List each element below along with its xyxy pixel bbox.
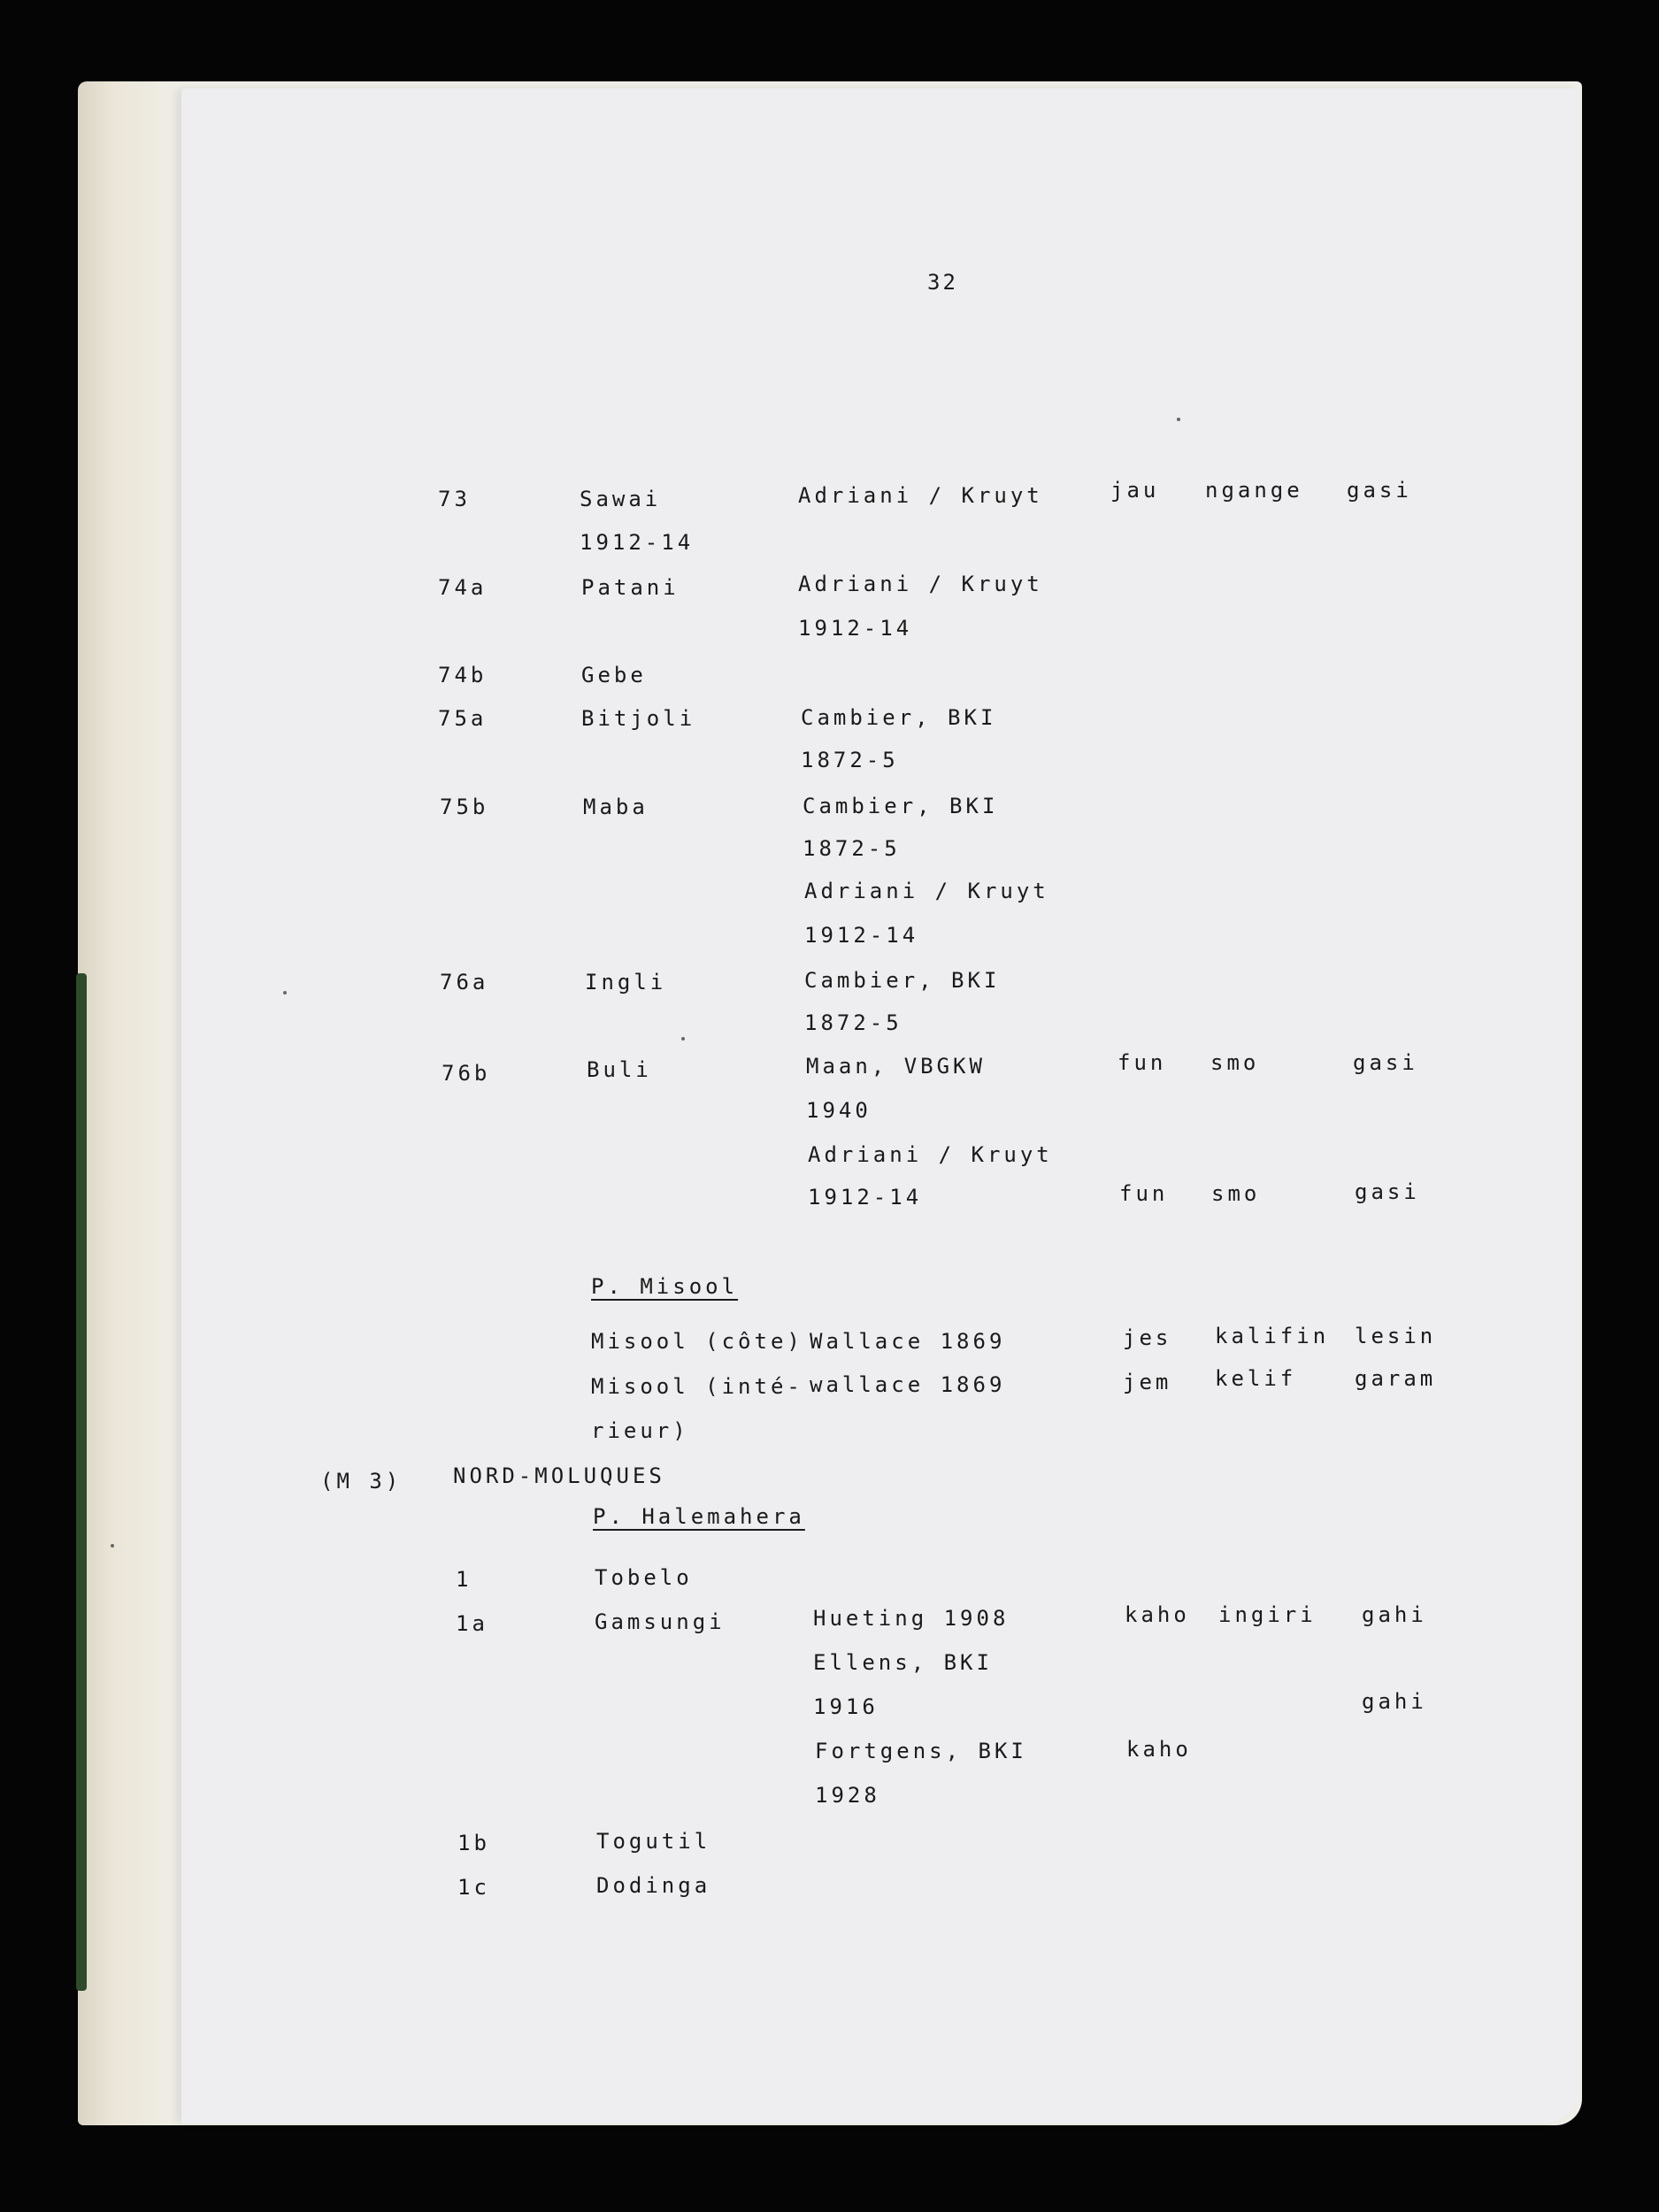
word-1: fun xyxy=(1118,1050,1167,1075)
speck xyxy=(1177,418,1180,421)
source-cont: 1872-5 xyxy=(804,1010,902,1035)
source-cont: 1928 xyxy=(815,1783,880,1808)
word-2: smo xyxy=(1211,1181,1261,1206)
entry-number: 76a xyxy=(440,970,489,995)
language-name: Misool (côte) xyxy=(591,1329,803,1354)
source-cont: 1916 xyxy=(813,1694,879,1719)
speck xyxy=(111,1544,114,1548)
source: Fortgens, BKI xyxy=(815,1739,1027,1763)
book-page xyxy=(181,88,1579,2124)
language-name: Patani xyxy=(581,575,680,600)
word-3: garam xyxy=(1355,1366,1437,1391)
source-cont: 1912-14 xyxy=(798,616,913,641)
language-name: Bitjoli xyxy=(581,706,696,731)
language-name: Buli xyxy=(587,1057,652,1082)
source: wallace 1869 xyxy=(810,1372,1006,1397)
entry-number: 1b xyxy=(457,1831,490,1855)
word-2: kalifin xyxy=(1215,1324,1330,1348)
subheading-misool: P. Misool xyxy=(591,1274,739,1299)
section-title: NORD-MOLUQUES xyxy=(453,1463,665,1488)
entry-number: 1 xyxy=(456,1567,472,1592)
language-name: Maba xyxy=(583,795,649,819)
entry-number: 1a xyxy=(456,1611,488,1636)
language-name: Misool (inté- xyxy=(591,1374,803,1399)
word-2: smo xyxy=(1210,1050,1260,1075)
word-1: fun xyxy=(1119,1181,1169,1206)
entry-number: 73 xyxy=(438,487,471,511)
source-cont: 1912-14 xyxy=(804,923,919,948)
source-cont: 1940 xyxy=(806,1098,872,1123)
word-1: jes xyxy=(1123,1325,1172,1350)
language-name-cont: 1912-14 xyxy=(580,530,695,555)
word-3: gahi xyxy=(1362,1602,1427,1627)
source: Wallace 1869 xyxy=(810,1329,1006,1354)
word-3: lesin xyxy=(1355,1324,1437,1348)
entry-number: 74a xyxy=(438,575,488,600)
language-name-cont: rieur) xyxy=(591,1418,689,1443)
language-name: Togutil xyxy=(596,1829,711,1854)
word-2: ingiri xyxy=(1218,1602,1317,1627)
source: Maan, VBGKW xyxy=(806,1054,986,1079)
source: Hueting 1908 xyxy=(813,1606,1010,1631)
source: Adriani / Kruyt xyxy=(798,572,1043,596)
entry-number: 1c xyxy=(457,1875,490,1900)
source: Ellens, BKI xyxy=(813,1650,993,1675)
source: Cambier, BKI xyxy=(801,705,997,730)
word-2: kelif xyxy=(1215,1366,1297,1391)
subheading-halemahera: P. Halemahera xyxy=(593,1504,805,1529)
word-1: jau xyxy=(1110,478,1160,503)
entry-number: 75a xyxy=(438,706,488,731)
language-name: Tobelo xyxy=(595,1565,693,1590)
book-edge xyxy=(76,973,87,1991)
word-2: ngange xyxy=(1205,478,1303,503)
language-name: Sawai xyxy=(580,487,662,511)
word-1: kaho xyxy=(1125,1602,1190,1627)
source: Adriani / Kruyt xyxy=(798,483,1043,508)
word-1: jem xyxy=(1123,1370,1172,1394)
source: Cambier, BKI xyxy=(803,794,999,818)
entry-number: 74b xyxy=(438,663,488,687)
language-name: Ingli xyxy=(585,970,667,995)
entry-number: 76b xyxy=(442,1061,491,1086)
word-1: kaho xyxy=(1126,1737,1192,1762)
source-cont: 1872-5 xyxy=(801,748,899,772)
language-name: Gamsungi xyxy=(595,1609,726,1634)
source: Adriani / Kruyt xyxy=(804,879,1049,903)
source-cont: 1872-5 xyxy=(803,836,901,861)
speck xyxy=(681,1037,685,1041)
entry-number: 75b xyxy=(440,795,489,819)
source-cont: 1912-14 xyxy=(808,1185,923,1210)
word-3: gasi xyxy=(1347,478,1412,503)
page-number: 32 xyxy=(927,270,958,295)
source: Adriani / Kruyt xyxy=(808,1142,1053,1167)
speck xyxy=(283,991,287,995)
word-3: gahi xyxy=(1362,1689,1427,1714)
source: Cambier, BKI xyxy=(804,968,1001,993)
section-code: (M 3) xyxy=(320,1469,403,1494)
language-name: Dodinga xyxy=(596,1873,711,1898)
language-name: Gebe xyxy=(581,663,647,687)
word-3: gasi xyxy=(1355,1179,1420,1204)
word-3: gasi xyxy=(1353,1050,1418,1075)
